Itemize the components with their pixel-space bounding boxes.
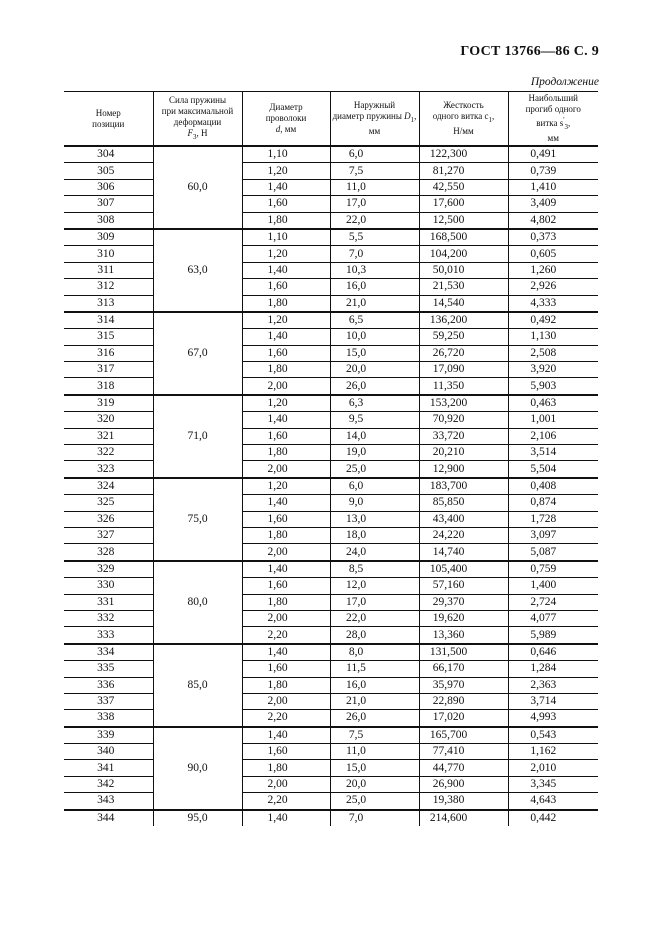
position-cell: 308 [64,212,153,229]
position-cell: 339 [64,727,153,744]
table-row [64,661,598,677]
wire-diameter-cell: 1,60 [242,279,330,295]
outer-diameter-cell: 11,0 [330,179,419,195]
outer-diameter-cell: 9,0 [330,495,419,511]
position-cell: 334 [64,644,153,661]
table-row [64,362,598,378]
wire-diameter-cell: 1,40 [242,810,330,826]
outer-diameter-cell: 10,0 [330,329,419,345]
wire-diameter-cell: 1,20 [242,395,330,412]
outer-diameter-cell: 8,0 [330,644,419,661]
position-cell: 310 [64,246,153,262]
outer-diameter-cell: 22,0 [330,610,419,626]
position-cell: 335 [64,661,153,677]
stiffness-cell: 35,970 [419,677,508,693]
outer-diameter-cell: 21,0 [330,693,419,709]
stiffness-cell: 183,700 [419,478,508,495]
deflection-cell: 0,492 [508,312,598,329]
table-row [64,727,598,744]
outer-diameter-cell: 19,0 [330,445,419,461]
position-cell: 311 [64,262,153,278]
table-row [64,229,598,246]
deflection-cell: 2,363 [508,677,598,693]
stiffness-cell: 122,300 [419,146,508,163]
wire-diameter-cell: 2,00 [242,693,330,709]
table-row [64,445,598,461]
table-row [64,395,598,412]
table-row [64,196,598,212]
table-row [64,793,598,810]
stiffness-cell: 131,500 [419,644,508,661]
wire-diameter-cell: 2,20 [242,710,330,727]
continuation-note: Продолжение [530,76,599,88]
wire-diameter-cell: 2,00 [242,378,330,395]
wire-diameter-cell: 1,60 [242,578,330,594]
deflection-cell: 0,646 [508,644,598,661]
stiffness-cell: 165,700 [419,727,508,744]
table-row [64,644,598,661]
deflection-cell: 1,162 [508,744,598,760]
outer-diameter-cell: 10,3 [330,262,419,278]
wire-diameter-cell: 1,60 [242,345,330,361]
wire-diameter-cell: 1,40 [242,727,330,744]
deflection-cell: 1,728 [508,511,598,527]
deflection-cell: 4,993 [508,710,598,727]
position-cell: 318 [64,378,153,395]
stiffness-cell: 33,720 [419,428,508,444]
position-cell: 325 [64,495,153,511]
stiffness-cell: 17,020 [419,710,508,727]
deflection-cell: 0,491 [508,146,598,163]
table-row [64,544,598,561]
wire-diameter-cell: 1,40 [242,495,330,511]
wire-diameter-cell: 2,20 [242,627,330,644]
position-cell: 315 [64,329,153,345]
table-row [64,179,598,195]
table-row [64,744,598,760]
stiffness-cell: 105,400 [419,561,508,578]
table-row [64,693,598,709]
wire-diameter-cell: 1,10 [242,229,330,246]
stiffness-cell: 43,400 [419,511,508,527]
outer-diameter-cell: 7,5 [330,727,419,744]
deflection-cell: 4,802 [508,212,598,229]
deflection-cell: 5,903 [508,378,598,395]
wire-diameter-cell: 1,20 [242,246,330,262]
wire-diameter-cell: 1,40 [242,561,330,578]
stiffness-cell: 13,360 [419,627,508,644]
outer-diameter-cell: 15,0 [330,345,419,361]
deflection-cell: 3,345 [508,776,598,792]
position-cell: 306 [64,179,153,195]
position-cell: 322 [64,445,153,461]
wire-diameter-cell: 2,00 [242,610,330,626]
table-row [64,412,598,428]
outer-diameter-cell: 7,0 [330,246,419,262]
stiffness-cell: 81,270 [419,163,508,179]
outer-diameter-cell: 17,0 [330,594,419,610]
deflection-cell: 1,410 [508,179,598,195]
stiffness-cell: 26,900 [419,776,508,792]
stiffness-cell: 29,370 [419,594,508,610]
position-cell: 323 [64,461,153,478]
outer-diameter-cell: 11,0 [330,744,419,760]
position-cell: 330 [64,578,153,594]
outer-diameter-cell: 8,5 [330,561,419,578]
column-header-force: Сила пружины при максимальной деформации $F_3$, Н [153,92,242,147]
deflection-cell: 2,724 [508,594,598,610]
outer-diameter-cell: 6,0 [330,146,419,163]
stiffness-cell: 11,350 [419,378,508,395]
position-cell: 333 [64,627,153,644]
stiffness-cell: 168,500 [419,229,508,246]
force-cell: 71,0 [153,395,242,478]
stiffness-cell: 59,250 [419,329,508,345]
position-cell: 309 [64,229,153,246]
spring-parameters-table [64,91,598,826]
deflection-cell: 2,508 [508,345,598,361]
deflection-cell: 1,001 [508,412,598,428]
wire-diameter-cell: 1,10 [242,146,330,163]
stiffness-cell: 77,410 [419,744,508,760]
outer-diameter-cell: 28,0 [330,627,419,644]
table-row [64,478,598,495]
stiffness-cell: 57,160 [419,578,508,594]
outer-diameter-cell: 5,5 [330,229,419,246]
table-row [64,345,598,361]
table-row [64,146,598,163]
wire-diameter-cell: 1,80 [242,362,330,378]
force-cell: 95,0 [153,810,242,826]
position-cell: 324 [64,478,153,495]
deflection-cell: 0,739 [508,163,598,179]
outer-diameter-cell: 25,0 [330,461,419,478]
wire-diameter-cell: 1,80 [242,212,330,229]
deflection-cell: 0,442 [508,810,598,826]
table-row [64,710,598,727]
table-row [64,295,598,312]
wire-diameter-cell: 1,60 [242,661,330,677]
deflection-cell: 5,087 [508,544,598,561]
wire-diameter-cell: 1,60 [242,511,330,527]
outer-diameter-cell: 14,0 [330,428,419,444]
stiffness-cell: 17,090 [419,362,508,378]
stiffness-cell: 153,200 [419,395,508,412]
deflection-cell: 0,759 [508,561,598,578]
outer-diameter-cell: 20,0 [330,776,419,792]
table-header [64,92,598,147]
outer-diameter-cell: 26,0 [330,378,419,395]
table-row [64,776,598,792]
outer-diameter-cell: 11,5 [330,661,419,677]
deflection-cell: 2,010 [508,760,598,776]
deflection-cell: 1,260 [508,262,598,278]
position-cell: 316 [64,345,153,361]
wire-diameter-cell: 1,20 [242,478,330,495]
column-header-outer-diameter: Наружный диаметр пружины $D_1$, мм [330,92,419,147]
force-cell: 75,0 [153,478,242,561]
position-cell: 338 [64,710,153,727]
table-row [64,163,598,179]
position-cell: 329 [64,561,153,578]
table-row [64,594,598,610]
position-cell: 321 [64,428,153,444]
outer-diameter-cell: 24,0 [330,544,419,561]
force-cell: 60,0 [153,146,242,229]
position-cell: 320 [64,412,153,428]
position-cell: 313 [64,295,153,312]
table-row [64,527,598,543]
stiffness-cell: 12,900 [419,461,508,478]
wire-diameter-cell: 1,40 [242,329,330,345]
table-row [64,760,598,776]
stiffness-cell: 14,740 [419,544,508,561]
stiffness-cell: 44,770 [419,760,508,776]
position-cell: 314 [64,312,153,329]
outer-diameter-cell: 13,0 [330,511,419,527]
outer-diameter-cell: 6,5 [330,312,419,329]
wire-diameter-cell: 1,80 [242,594,330,610]
wire-diameter-cell: 2,00 [242,544,330,561]
deflection-cell: 3,097 [508,527,598,543]
position-cell: 341 [64,760,153,776]
outer-diameter-cell: 17,0 [330,196,419,212]
force-cell: 90,0 [153,727,242,810]
wire-diameter-cell: 1,80 [242,527,330,543]
wire-diameter-cell: 1,60 [242,428,330,444]
deflection-cell: 3,920 [508,362,598,378]
position-cell: 331 [64,594,153,610]
table-row [64,461,598,478]
table-row [64,578,598,594]
position-cell: 342 [64,776,153,792]
stiffness-cell: 66,170 [419,661,508,677]
table-row [64,677,598,693]
table-row [64,561,598,578]
column-header-position: Номер позиции [64,92,153,147]
outer-diameter-cell: 22,0 [330,212,419,229]
deflection-cell: 0,373 [508,229,598,246]
table-row [64,378,598,395]
wire-diameter-cell: 1,20 [242,163,330,179]
table-row [64,329,598,345]
deflection-cell: 1,130 [508,329,598,345]
outer-diameter-cell: 15,0 [330,760,419,776]
stiffness-cell: 14,540 [419,295,508,312]
outer-diameter-cell: 20,0 [330,362,419,378]
wire-diameter-cell: 2,00 [242,776,330,792]
table-row [64,511,598,527]
table-row [64,810,598,826]
position-cell: 343 [64,793,153,810]
table-body [64,146,598,826]
outer-diameter-cell: 25,0 [330,793,419,810]
deflection-cell: 1,284 [508,661,598,677]
outer-diameter-cell: 6,0 [330,478,419,495]
position-cell: 319 [64,395,153,412]
stiffness-cell: 26,720 [419,345,508,361]
stiffness-cell: 42,550 [419,179,508,195]
stiffness-cell: 214,600 [419,810,508,826]
position-cell: 304 [64,146,153,163]
position-cell: 328 [64,544,153,561]
wire-diameter-cell: 1,20 [242,312,330,329]
wire-diameter-cell: 1,80 [242,445,330,461]
force-cell: 63,0 [153,229,242,312]
page-header: ГОСТ 13766—86 С. 9 [460,44,599,59]
outer-diameter-cell: 16,0 [330,677,419,693]
position-cell: 340 [64,744,153,760]
position-cell: 336 [64,677,153,693]
stiffness-cell: 136,200 [419,312,508,329]
deflection-cell: 0,408 [508,478,598,495]
outer-diameter-cell: 18,0 [330,527,419,543]
stiffness-cell: 104,200 [419,246,508,262]
position-cell: 327 [64,527,153,543]
position-cell: 344 [97,811,115,824]
outer-diameter-cell: 26,0 [330,710,419,727]
wire-diameter-cell: 1,80 [242,760,330,776]
table-row [64,262,598,278]
outer-diameter-cell: 9,5 [330,412,419,428]
stiffness-cell: 70,920 [419,412,508,428]
outer-diameter-cell: 7,5 [330,163,419,179]
outer-diameter-cell: 21,0 [330,295,419,312]
position-cell: 332 [64,610,153,626]
force-cell: 80,0 [153,561,242,644]
stiffness-cell: 24,220 [419,527,508,543]
deflection-cell: 3,714 [508,693,598,709]
table-row [64,312,598,329]
outer-diameter-cell: 12,0 [330,578,419,594]
column-header-wire-diameter: Диаметр проволоки d, мм [242,92,330,147]
wire-diameter-cell: 1,80 [242,677,330,693]
outer-diameter-cell: 6,3 [330,395,419,412]
deflection-cell: 5,504 [508,461,598,478]
table-row [64,428,598,444]
stiffness-cell: 17,600 [419,196,508,212]
wire-diameter-cell: 2,00 [242,461,330,478]
stiffness-cell: 50,010 [419,262,508,278]
deflection-cell: 4,077 [508,610,598,626]
force-cell: 85,0 [153,644,242,727]
table-row [64,212,598,229]
deflection-cell: 0,543 [508,727,598,744]
column-header-stiffness: Жесткость одного витка $c_1$, Н/мм [419,92,508,147]
stiffness-cell: 12,500 [419,212,508,229]
deflection-cell: 2,926 [508,279,598,295]
position-cell: 337 [64,693,153,709]
stiffness-cell: 22,890 [419,693,508,709]
deflection-cell: 0,463 [508,395,598,412]
column-header-deflection: Наибольший прогиб одного витка $s'_3$, мм [508,92,598,147]
stiffness-cell: 19,380 [419,793,508,810]
wire-diameter-cell: 1,40 [242,179,330,195]
wire-diameter-cell: 1,40 [242,412,330,428]
deflection-cell: 4,333 [508,295,598,312]
stiffness-cell: 20,210 [419,445,508,461]
table-row [64,610,598,626]
deflection-cell: 1,400 [508,578,598,594]
outer-diameter-cell: 16,0 [330,279,419,295]
deflection-cell: 4,643 [508,793,598,810]
position-cell: 317 [64,362,153,378]
stiffness-cell: 85,850 [419,495,508,511]
outer-diameter-cell: 7,0 [330,810,419,826]
position-cell: 307 [64,196,153,212]
deflection-cell: 5,989 [508,627,598,644]
wire-diameter-cell: 1,40 [242,644,330,661]
wire-diameter-cell: 2,20 [242,793,330,810]
table-row [64,279,598,295]
deflection-cell: 0,874 [508,495,598,511]
wire-diameter-cell: 1,40 [242,262,330,278]
table-row [64,627,598,644]
deflection-cell: 0,605 [508,246,598,262]
position-cell: 326 [64,511,153,527]
stiffness-cell: 21,530 [419,279,508,295]
table-row [64,246,598,262]
table-row [64,495,598,511]
deflection-cell: 3,514 [508,445,598,461]
stiffness-cell: 19,620 [419,610,508,626]
position-cell: 305 [64,163,153,179]
wire-diameter-cell: 1,60 [242,744,330,760]
force-cell: 67,0 [153,312,242,395]
wire-diameter-cell: 1,60 [242,196,330,212]
deflection-cell: 2,106 [508,428,598,444]
wire-diameter-cell: 1,80 [242,295,330,312]
deflection-cell: 3,409 [508,196,598,212]
position-cell: 312 [64,279,153,295]
